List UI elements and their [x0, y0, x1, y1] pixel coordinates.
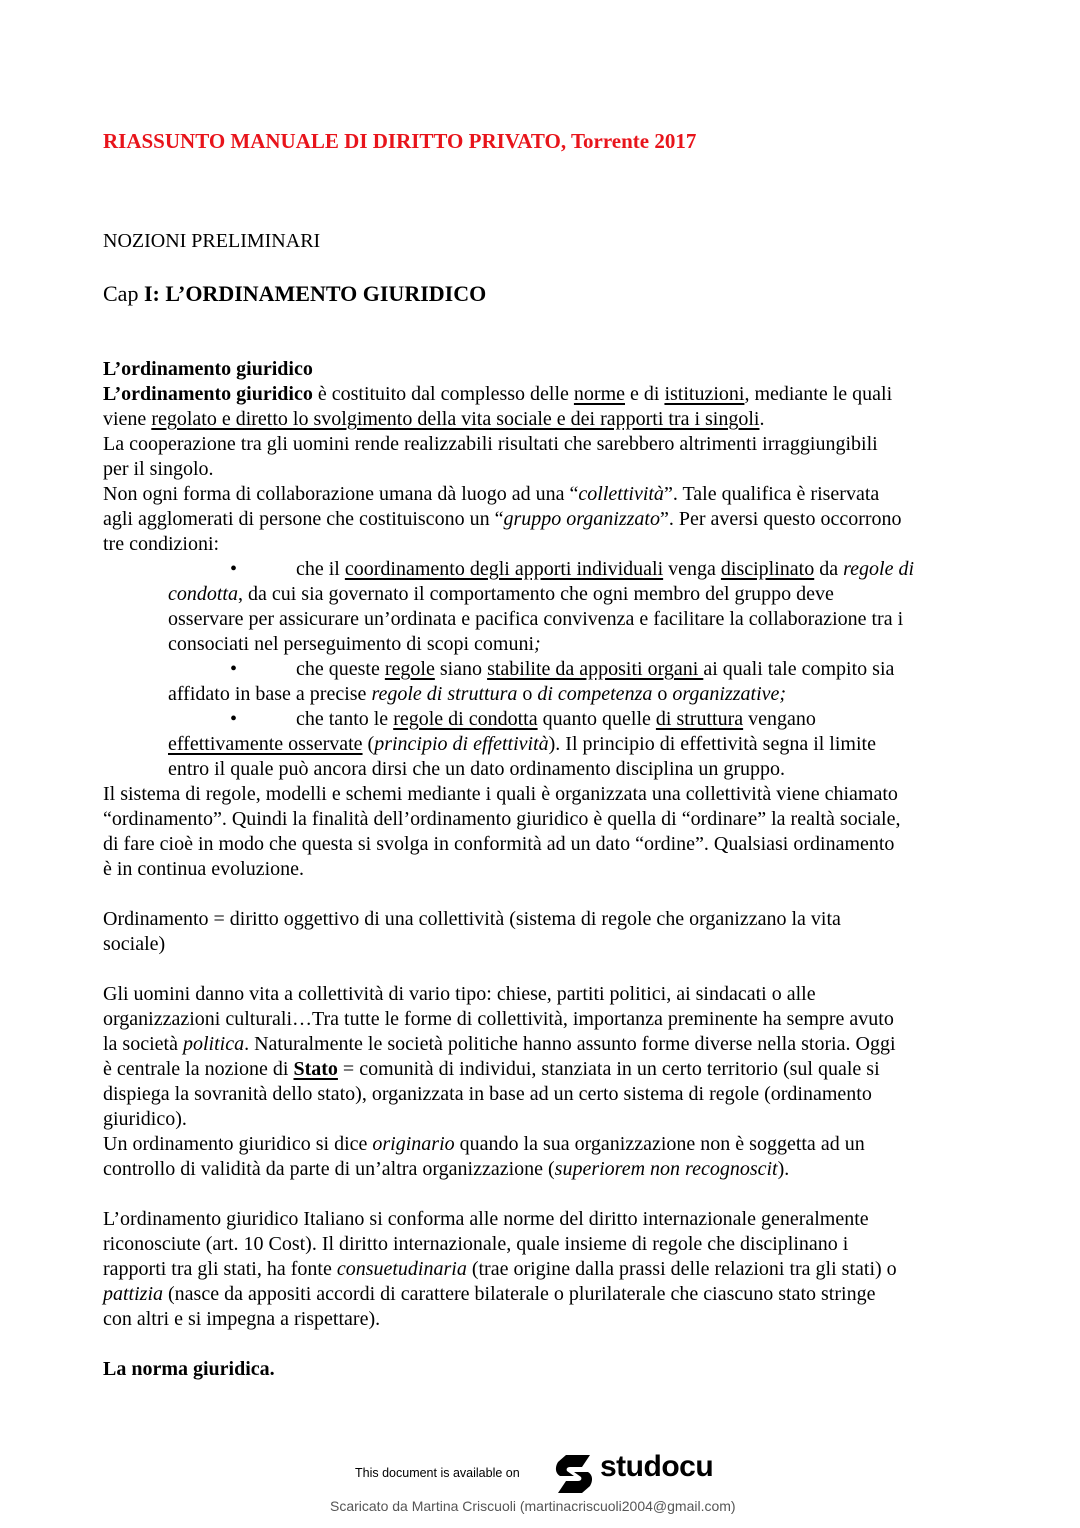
text-run: collettività	[578, 483, 664, 505]
text-line	[103, 607, 1003, 632]
text-run: Stato	[293, 1058, 338, 1080]
text-line	[103, 1307, 1003, 1332]
text-run: consociati nel perseguimento di scopi comuni	[168, 633, 535, 655]
bullet-icon: •	[230, 658, 238, 680]
text-run: quanto quelle	[537, 708, 656, 730]
text-run: (trae origine dalla prassi delle relazioni tra gli stati) o	[466, 1258, 897, 1280]
text-run: siano	[434, 658, 488, 680]
text-line	[103, 932, 1003, 957]
text-run: , da cui sia governato il comportamento che ogni membro del gruppo deve	[238, 583, 834, 605]
document-title: RIASSUNTO MANUALE DI DIRITTO PRIVATO, Torrente 2017	[103, 129, 697, 153]
text-run: riconosciute (art. 10 Cost). Il diritto internazionale, quale insieme di regole che disciplinano i	[103, 1233, 849, 1255]
text-run: politica	[182, 1033, 245, 1055]
text-run: effettivamente osservate	[168, 733, 363, 755]
text-line	[103, 357, 1003, 382]
text-run: L’ordinamento giuridico Italiano si conforma alle norme del diritto internazionale generalmente	[103, 1208, 869, 1230]
text-run: L’ordinamento giuridico	[103, 358, 313, 380]
text-line	[103, 482, 1003, 507]
text-run: Gli uomini danno vita a collettività di vario tipo: chiese, partiti politici, ai sindacati o alle	[103, 983, 816, 1005]
text-run: sociale)	[103, 933, 166, 955]
text-run: entro il quale può ancora dirsi che un dato ordinamento disciplina un gruppo.	[168, 758, 786, 780]
text-run: con altri e si impegna a rispettare).	[103, 1308, 381, 1330]
availability-text: This document is available on	[355, 1466, 520, 1480]
text-run: Il sistema di regole, modelli e schemi mediante i quali è organizzata una collettività viene chiamato	[103, 783, 898, 805]
text-run: . Naturalmente le società politiche hanno assunto forme diverse nella storia. Oggi	[244, 1033, 896, 1055]
text-run: condotta	[168, 583, 238, 605]
bullet-line	[103, 557, 1003, 582]
chapter-heading	[103, 281, 486, 307]
text-line	[103, 1132, 1003, 1157]
text-run: la società	[103, 1033, 183, 1055]
text-run: gruppo organizzato	[503, 508, 660, 530]
text-run: rapporti tra gli stati, ha fonte	[103, 1258, 337, 1280]
text-run: regole di struttura	[371, 683, 518, 705]
studocu-logo-icon	[552, 1452, 596, 1496]
bullet-line	[103, 657, 1003, 682]
studocu-banner	[0, 1450, 1080, 1500]
text-run: norme	[573, 383, 625, 405]
text-run: dispiega la sovranità dello stato), organizzata in base ad un certo sistema di regole (ordinamento	[103, 1083, 872, 1105]
text-run: ”. Per aversi questo occorrono	[659, 508, 902, 530]
text-run: quando la sua organizzazione non è soggetta ad un	[454, 1133, 865, 1155]
text-run: giuridico).	[103, 1108, 187, 1130]
document-body	[103, 357, 1003, 1382]
text-line	[103, 807, 1003, 832]
text-run: o	[517, 683, 538, 705]
text-run: regole	[384, 658, 435, 680]
blank-line	[103, 1332, 1003, 1357]
text-run: Un ordinamento giuridico si dice	[103, 1133, 373, 1155]
text-run: vengano	[743, 708, 816, 730]
text-run: stabilite da appositi organi	[487, 658, 704, 680]
blank-line	[103, 1182, 1003, 1207]
text-line	[103, 1032, 1003, 1057]
text-run: “ordinamento”. Quindi la finalità dell’ordinamento giuridico è quella di “ordinare” la realtà sociale,	[103, 808, 901, 830]
text-run: di fare cioè in modo che questa si svolga in conformità ad un dato “ordine”. Qualsiasi ordinamento	[103, 833, 895, 855]
text-line	[103, 682, 1003, 707]
text-run: controllo di validità da parte di un’altra organizzazione (	[103, 1158, 555, 1180]
bullet-icon: •	[230, 558, 238, 580]
text-line	[103, 832, 1003, 857]
text-line	[103, 1207, 1003, 1232]
text-line	[103, 1007, 1003, 1032]
text-line	[103, 782, 1003, 807]
text-run: di struttura	[655, 708, 744, 730]
text-run: ).	[777, 1158, 790, 1180]
bullet-icon: •	[230, 708, 238, 730]
text-run: agli agglomerati di persone che costituiscono un “	[103, 508, 504, 530]
text-line	[103, 382, 1003, 407]
text-run: da	[814, 558, 844, 580]
text-run: (nasce da appositi accordi di carattere bilaterale o plurilaterale che ciascuno stato stringe	[163, 1283, 876, 1305]
text-run: organizzazioni culturali…Tra tutte le forme di collettività, importanza preminente ha sempre avuto	[103, 1008, 894, 1030]
text-line	[103, 1107, 1003, 1132]
text-line	[103, 457, 1003, 482]
text-run: che queste	[296, 658, 385, 680]
text-run: per il singolo.	[103, 458, 214, 480]
text-run: è centrale la nozione di	[103, 1058, 294, 1080]
text-run: La cooperazione tra gli uomini rende realizzabili risultati che sarebbero altrimenti irraggiungibili	[103, 433, 878, 455]
text-line	[103, 1257, 1003, 1282]
text-line	[103, 757, 1003, 782]
text-line	[103, 1057, 1003, 1082]
text-line	[103, 1282, 1003, 1307]
text-line	[103, 507, 1003, 532]
text-run: L’ordinamento giuridico	[103, 383, 313, 405]
studocu-brand[interactable]: studocu	[600, 1450, 714, 1483]
blank-line	[103, 882, 1003, 907]
text-run: regole di	[843, 558, 915, 580]
text-line	[103, 1082, 1003, 1107]
text-run: ai quali tale compito sia	[703, 658, 895, 680]
text-run: = comunità di individui, stanziata in un certo territorio (sul quale si	[337, 1058, 880, 1080]
text-run: viene	[103, 408, 152, 430]
text-line	[103, 1357, 1003, 1382]
text-run: Ordinamento = diritto oggettivo di una collettività (sistema di regole che organizzano la vita	[103, 908, 841, 930]
chapter-prefix: Cap	[103, 281, 144, 306]
text-run: ). Il principio di effettività segna il limite	[548, 733, 876, 755]
text-run: (	[362, 733, 375, 755]
text-line	[103, 1232, 1003, 1257]
text-run: osservare per assicurare un’ordinata e pacifica convivenza e facilitare la collaborazione tra i	[168, 608, 904, 630]
text-run: superiorem non recognoscit	[554, 1158, 778, 1180]
download-notice: Scaricato da Martina Criscuoli (martinacriscuoli2004@gmail.com)	[330, 1498, 736, 1514]
text-run: istituzioni	[664, 383, 745, 405]
bullet-line	[103, 707, 1003, 732]
text-run: di competenza	[537, 683, 653, 705]
blank-line	[103, 957, 1003, 982]
text-run: regole di condotta	[393, 708, 538, 730]
text-run: tre condizioni:	[103, 533, 220, 555]
text-run: La norma giuridica.	[103, 1358, 275, 1380]
text-run: disciplinato	[720, 558, 815, 580]
text-run: è in continua evoluzione.	[103, 858, 305, 880]
text-run: pattizia	[103, 1283, 164, 1305]
text-line	[103, 632, 1003, 657]
text-run: affidato in base a precise	[168, 683, 372, 705]
text-run: che tanto le	[296, 708, 394, 730]
text-run: organizzative;	[672, 683, 787, 705]
text-run: , mediante le quali	[744, 383, 893, 405]
text-run: è costituito dal complesso delle	[312, 383, 574, 405]
text-run: .	[759, 408, 765, 430]
section-heading: NOZIONI PRELIMINARI	[103, 230, 321, 252]
text-line	[103, 982, 1003, 1007]
text-run: ;	[534, 633, 541, 655]
text-line	[103, 532, 1003, 557]
text-line	[103, 407, 1003, 432]
text-run: coordinamento degli apporti individuali	[344, 558, 664, 580]
text-run: originario	[372, 1133, 455, 1155]
text-line	[103, 907, 1003, 932]
text-line	[103, 582, 1003, 607]
text-run: o	[652, 683, 673, 705]
text-run: principio di effettività	[374, 733, 549, 755]
chapter-title: I: L’ORDINAMENTO GIURIDICO	[143, 281, 487, 306]
text-run: consuetudinaria	[336, 1258, 467, 1280]
text-run: Non ogni forma di collaborazione umana dà luogo ad una “	[103, 483, 579, 505]
text-line	[103, 1157, 1003, 1182]
text-run: che il	[296, 558, 345, 580]
text-run: regolato e diretto lo svolgimento della vita sociale e dei rapporti tra i singoli	[151, 408, 760, 430]
text-run: e di	[625, 383, 665, 405]
text-line	[103, 857, 1003, 882]
text-run: ”. Tale qualifica è riservata	[663, 483, 880, 505]
text-run: venga	[663, 558, 721, 580]
text-line	[103, 432, 1003, 457]
text-line	[103, 732, 1003, 757]
